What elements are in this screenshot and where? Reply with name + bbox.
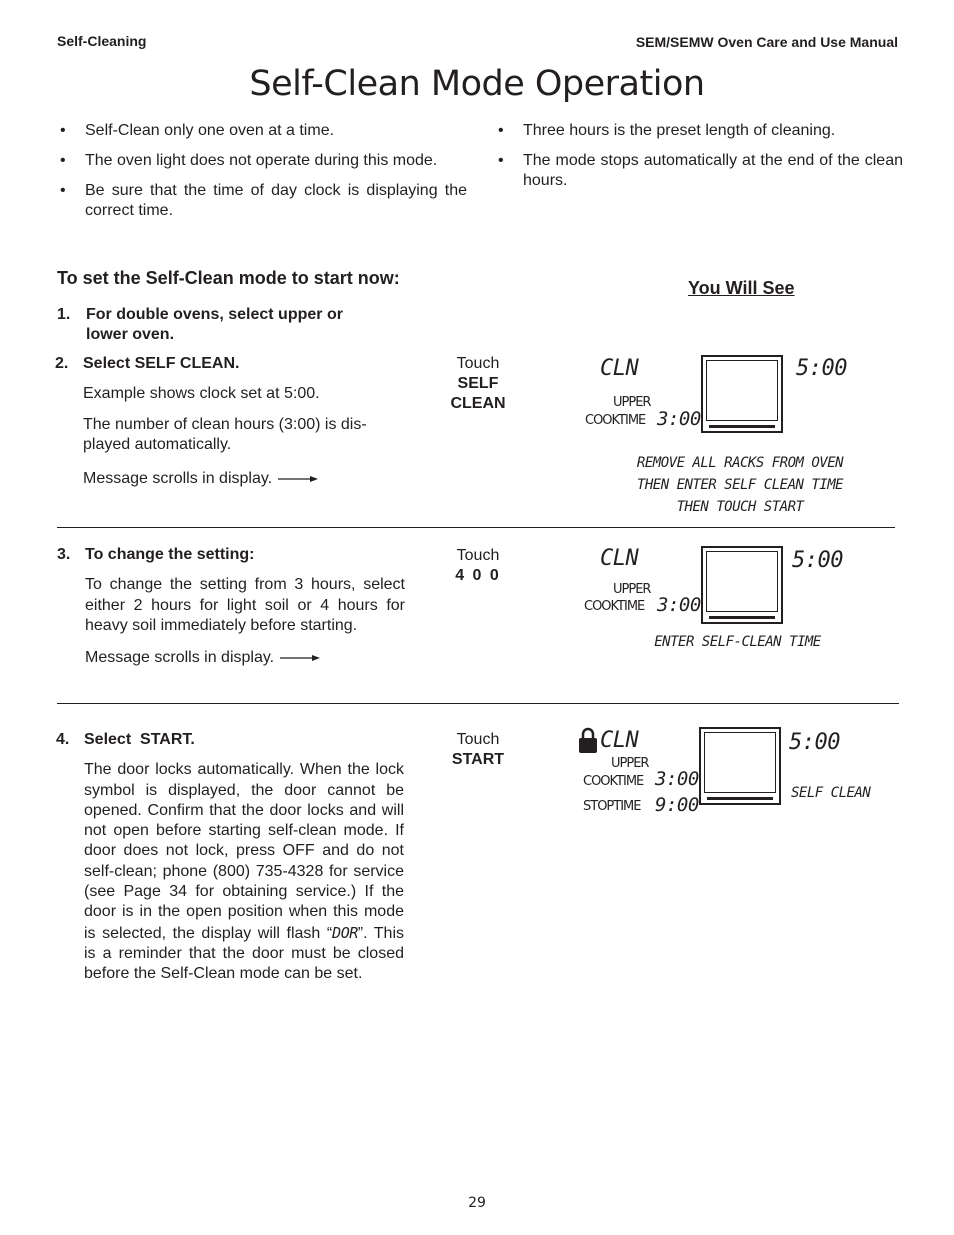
step-3 [57,545,407,668]
display-clock: 5:00 [792,548,843,573]
touch-instruction [438,730,518,770]
touch-label: Touch [456,547,500,564]
display-message-line: REMOVE ALL RACKS FROM OVEN [636,455,844,471]
subheading: To set the Self-Clean mode to start now: [57,268,400,288]
manual-title: SEM/SEMW Oven Care and Use Manual [635,34,898,50]
door-code: DOR [332,923,358,942]
step-number: 4. [56,731,70,748]
bullet-item: • The oven light does not operate during this mode. [57,151,467,171]
section-header: Self-Cleaning [57,33,147,49]
oven-icon [699,727,781,805]
display-clock: 5:00 [789,730,840,755]
bullets-left [57,121,467,231]
display-upper-label: UPPER [613,395,651,410]
touch-instruction [438,354,518,414]
step-text [84,760,404,984]
bullet-item: • The mode stops automatically at the end of the clean hours. [495,151,903,191]
display-message-line: SELF CLEAN [791,785,871,801]
display-cooktime-value: 3:00 [657,594,701,616]
display-cooktime-label: COOKTIME [583,774,644,789]
display-upper-label: UPPER [613,582,651,597]
display-mode: CLN [600,356,639,381]
display-mode: CLN [600,728,639,753]
step-title: Select START. [84,731,195,748]
oven-icon [701,355,783,433]
step-text-part: The door locks automatically. When the lock symbol is displayed, the door cannot be opened. Confirm that the door locks and will not open before starting self-clean mode. If door does not lock, press OFF and do not self-clean; phone (800) 735-4328 for service (see Page 34 for obtaining service.) If the door is in the open position when this mode is selected, the display will flash “ [84,761,404,942]
step-1 [57,305,387,346]
divider [57,527,895,528]
step-number: 3. [57,546,71,563]
step-title: For double ovens, select upper or lower oven. [86,306,343,344]
display-stoptime-value: 9:00 [655,794,699,816]
display-cooktime-value: 3:00 [657,408,701,430]
touch-key: CLEAN [450,395,506,412]
display-cooktime-value: 3:00 [655,768,699,790]
step-number: 1. [57,306,71,323]
display-mode: CLN [600,546,639,571]
scroll-note [83,469,410,489]
touch-instruction [438,546,518,586]
step-text: Example shows clock set at 5:00. [83,385,320,403]
step-text: The number of clean hours (3:00) is dis-played automatically. [83,415,367,453]
step-title: Select SELF CLEAN. [83,355,240,372]
display-message-line: ENTER SELF-CLEAN TIME [654,634,821,650]
step-2 [55,354,410,489]
oven-icon [701,546,783,624]
display-message [645,631,830,653]
display-message [610,452,870,518]
page-number: 29 [468,1195,486,1211]
touch-key: 4 0 0 [455,567,501,584]
page-title: Self-Clean Mode Operation [249,64,705,104]
scroll-note-text: Message scrolls in display. [83,470,273,488]
touch-label: Touch [456,355,500,372]
display-cooktime-label: COOKTIME [584,599,645,614]
display-upper-label: UPPER [611,756,649,771]
bullet-item: • Three hours is the preset length of cleaning. [495,121,903,141]
step-text-part: ”. This is a reminder that the door must be closed before the Self-Clean mode can be set. [84,924,405,983]
touch-key: START [451,751,505,768]
touch-label: Touch [456,731,500,748]
you-will-see-heading: You Will See [688,278,795,298]
display-message-line: THEN ENTER SELF CLEAN TIME [636,477,844,493]
bullet-item: • Be sure that the time of day clock is displaying the correct time. [57,181,467,221]
lock-icon [578,726,598,754]
bullets-right [495,121,903,201]
arrow-right-icon [276,474,320,484]
divider [57,703,899,704]
step-title: To change the setting: [85,546,255,563]
touch-key: SELF [457,375,499,392]
display-clock: 5:00 [796,356,847,381]
bullet-item: • Self-Clean only one oven at a time. [57,121,467,141]
step-text: To change the setting from 3 hours, select either 2 hours for light soil or 4 hours for heavy soil immediately before starting. [85,576,405,634]
display-message-line: THEN TOUCH START [676,499,804,515]
arrow-right-icon [278,653,322,663]
display-cooktime-label: COOKTIME [585,413,646,428]
step-4 [56,730,406,985]
display-stoptime-label: STOPTIME [583,799,641,814]
scroll-note-text: Message scrolls in display. [85,649,275,667]
scroll-note [85,648,407,668]
step-number: 2. [55,355,69,372]
